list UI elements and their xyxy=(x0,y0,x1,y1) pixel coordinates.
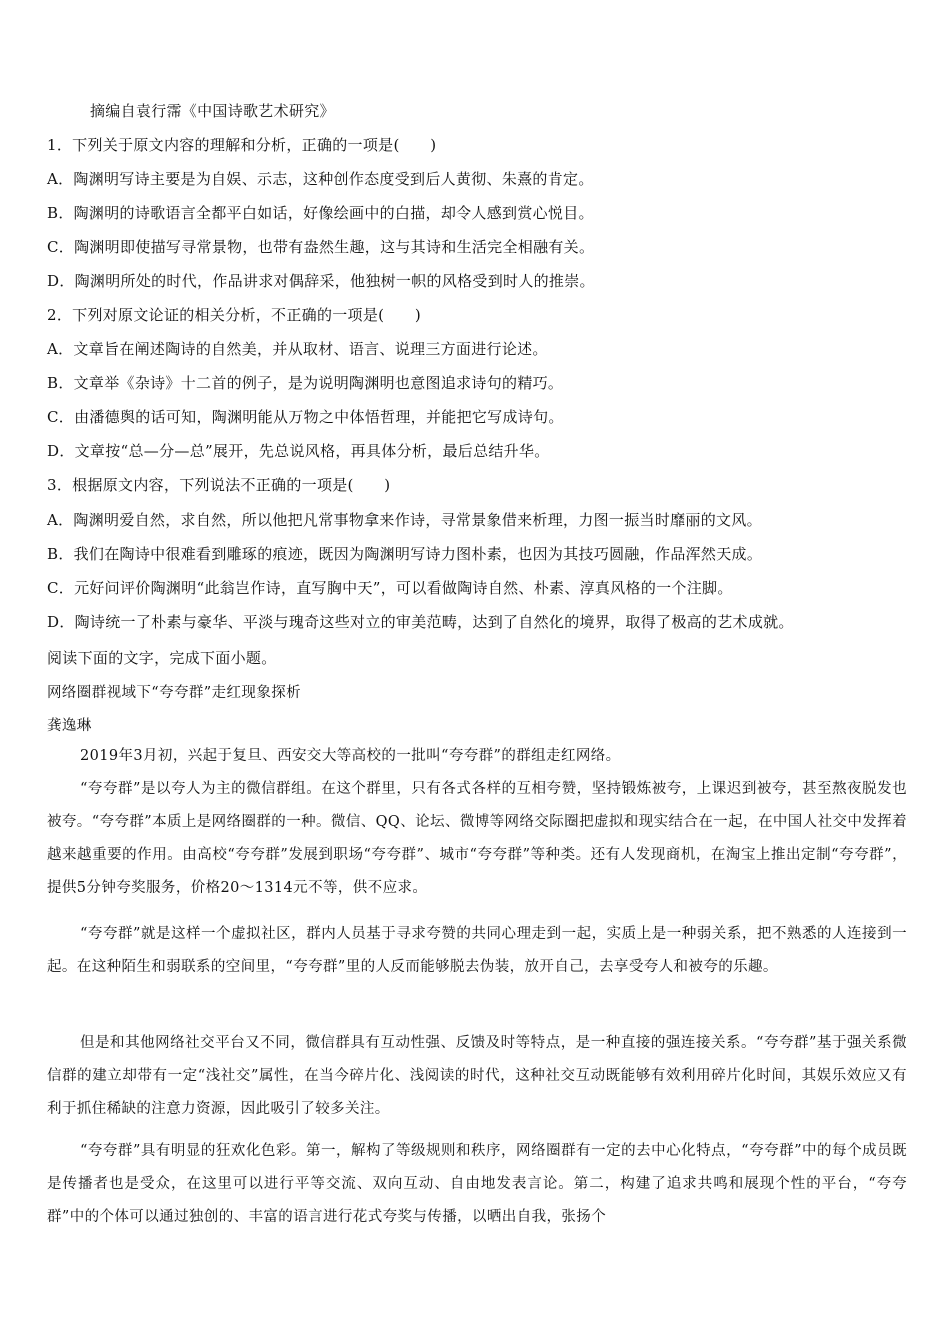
question-2-option-c: C．由潘德舆的话可知，陶渊明能从万物之中体悟哲理，并能把它写成诗句。 xyxy=(47,408,564,426)
article-paragraph-5: “夸夸群”具有明显的狂欢化色彩。第一，解构了等级规则和秩序，网络圈群有一定的去中心化特点，“夸夸群”中的每个成员既是传播者也是受众，在这里可以进行平等交流、双向互动、自由地发表言论。第二，构建了追求共鸣和展现个性的平台，“夸夸群”中的个体可以通过独创的、丰富的语言进行花式夸奖与传播，以晒出自我，张扬个 xyxy=(47,1143,907,1225)
article-paragraph-4: 但是和其他网络社交平台又不同，微信群具有互动性强、反馈及时等特点，是一种直接的强连接关系。“夸夸群”基于强关系微信群的建立却带有一定“浅社交”属性，在当今碎片化、浅阅读的时代，这种社交互动既能够有效利用碎片化时间，其娱乐效应又有利于抓住稀缺的注意力资源，因此吸引了较多关注。 xyxy=(47,1035,907,1117)
question-2-option-d: D．文章按“总—分—总”展开，先总说风格，再具体分析，最后总结升华。 xyxy=(47,442,550,460)
article-paragraph-1: 2019年3月初，兴起于复旦、西安交大等高校的一批叫“夸夸群”的群组走红网络。 xyxy=(80,748,621,764)
article-title: 网络圈群视域下“夸夸群”走红现象探析 xyxy=(47,685,302,701)
question-2-stem: 2．下列对原文论证的相关分析，不正确的一项是( ) xyxy=(47,306,422,324)
article-paragraph-2: “夸夸群”是以夸人为主的微信群组。在这个群里，只有各式各样的互相夸赞，坚持锻炼被夸，上课迟到被夸，甚至熬夜脱发也被夸。“夸夸群”本质上是网络圈群的一种。微信、QQ、论坛、微博等网络交际圈把虚拟和现实结合在一起，在中国人社交中发挥着越来越重要的作用。由高校“夸夸群”发展到职场“夸夸群”、城市“夸夸群”等种类。还有人发现商机，在淘宝上推出定制“夸夸群”，提供5分钟夸奖服务，价格20～1314元不等，供不应求。 xyxy=(47,781,907,896)
question-3-option-d: D．陶诗统一了朴素与豪华、平淡与瑰奇这些对立的审美范畴，达到了自然化的境界，取得了极高的艺术成就。 xyxy=(47,613,794,631)
source-citation: 摘编自袁行霈《中国诗歌艺术研究》 xyxy=(90,102,335,120)
question-1-option-b: B．陶渊明的诗歌语言全都平白如话，好像绘画中的白描，却令人感到赏心悦目。 xyxy=(47,204,594,222)
question-2-option-b: B．文章举《杂诗》十二首的例子，是为说明陶渊明也意图追求诗句的精巧。 xyxy=(47,374,564,392)
question-1-option-c: C．陶渊明即使描写寻常景物，也带有盎然生趣，这与其诗和生活完全相融有关。 xyxy=(47,238,595,256)
question-3-stem: 3．根据原文内容，下列说法不正确的一项是( ) xyxy=(47,476,391,494)
question-3-option-c: C．元好问评价陶渊明“此翁岂作诗，直写胸中天”，可以看做陶诗自然、朴素、淳真风格的一个注脚。 xyxy=(47,579,733,597)
question-1-option-a: A．陶渊明写诗主要是为自娱、示志，这种创作态度受到后人黄彻、朱熹的肯定。 xyxy=(47,170,594,188)
question-3-option-a: A．陶渊明爱自然，求自然，所以他把凡常事物拿来作诗，寻常景象借来析理，力图一振当时靡丽的文风。 xyxy=(47,511,762,529)
question-2-option-a: A．文章旨在阐述陶诗的自然美，并从取材、语言、说理三方面进行论述。 xyxy=(47,340,548,358)
question-1-stem: 1．下列关于原文内容的理解和分析，正确的一项是( ) xyxy=(47,136,437,154)
question-3-option-b: B．我们在陶诗中很难看到雕琢的痕迹，既因为陶渊明写诗力图朴素，也因为其技巧圆融，作品浑然天成。 xyxy=(47,545,763,563)
reading-instruction: 阅读下面的文字，完成下面小题。 xyxy=(47,649,277,667)
article-author: 龚逸琳 xyxy=(47,718,92,734)
question-1-option-d: D．陶渊明所处的时代，作品讲求对偶辞采，他独树一帜的风格受到时人的推崇。 xyxy=(47,272,595,290)
article-paragraph-3: “夸夸群”就是这样一个虚拟社区，群内人员基于寻求夸赞的共同心理走到一起，实质上是一种弱关系，把不熟悉的人连接到一起。在这种陌生和弱联系的空间里，“夸夸群”里的人反而能够脱去伪装，放开自己，去享受夸人和被夸的乐趣。 xyxy=(47,926,907,975)
